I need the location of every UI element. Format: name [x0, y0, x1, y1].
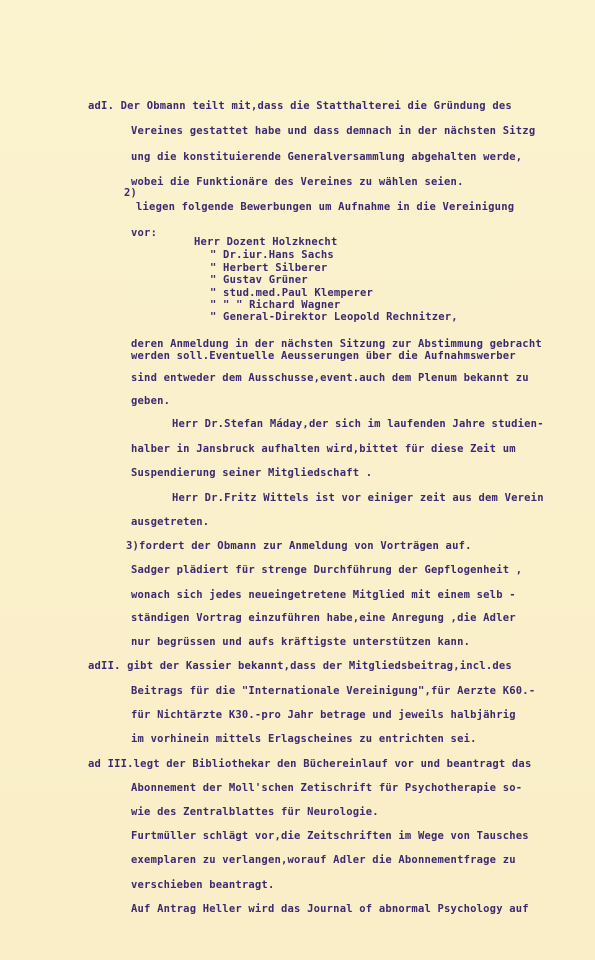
text-line: vor:	[131, 227, 158, 239]
text-line: verschieben beantragt.	[131, 879, 275, 891]
text-line: 3)fordert der Obmann zur Anmeldung von Vorträgen auf.	[126, 540, 472, 552]
text-line: " stud.med.Paul Klemperer	[210, 287, 374, 299]
text-line: ausgetreten.	[131, 516, 210, 528]
text-line: Auf Antrag Heller wird das Journal of abnormal Psychology auf	[131, 903, 529, 915]
text-line: liegen folgende Bewerbungen um Aufnahme in die Vereinigung	[136, 201, 515, 213]
text-line: wie des Zentralblattes für Neurologie.	[131, 806, 379, 818]
text-line: im vorhinein mittels Erlagscheines zu entrichten sei.	[131, 733, 477, 745]
text-line: halber in Jansbruck aufhalten wird,bittet für diese Zeit um	[131, 443, 516, 455]
text-line: deren Anmeldung in der nächsten Sitzung zur Abstimmung gebracht	[131, 338, 542, 350]
text-line: Suspendierung seiner Mitgliedschaft .	[131, 467, 373, 479]
text-line: Abonnement der Moll'schen Zetischrift für Psychotherapie so-	[131, 782, 523, 794]
text-line: adI. Der Obmann teilt mit,dass die Statthalterei die Gründung des	[88, 100, 512, 112]
text-line: " General-Direktor Leopold Rechnitzer,	[210, 311, 458, 323]
text-line: " " " Richard Wagner	[210, 299, 341, 311]
text-line: wobei die Funktionäre des Vereines zu wählen seien.	[131, 176, 464, 188]
text-line: Herr Dr.Stefan Máday,der sich im laufenden Jahre studien-	[172, 418, 544, 430]
text-line: sind entweder dem Ausschusse,event.auch dem Plenum bekannt zu	[131, 372, 529, 384]
text-line: ständigen Vortrag einzuführen habe,eine Anregung ,die Adler	[131, 612, 516, 624]
text-line: Herr Dr.Fritz Wittels ist vor einiger zeit aus dem Verein	[172, 492, 544, 504]
text-line: exemplaren zu verlangen,worauf Adler die Abonnementfrage zu	[131, 854, 516, 866]
text-line: " Herbert Silberer	[210, 262, 328, 274]
text-line: Sadger plädiert für strenge Durchführung der Gepflogenheit ,	[131, 564, 523, 576]
text-line: geben.	[131, 395, 171, 407]
text-line: wonach sich jedes neueingetretene Mitglied mit einem selb -	[131, 589, 516, 601]
text-line: " Gustav Grüner	[210, 274, 308, 286]
text-line: Beitrags für die "Internationale Vereinigung",für Aerzte K60.-	[131, 685, 536, 697]
text-line: adII. gibt der Kassier bekannt,dass der Mitgliedsbeitrag,incl.des	[88, 660, 512, 672]
text-line: Herr Dozent Holzknecht	[194, 236, 338, 248]
text-line: Vereines gestattet habe und dass demnach in der nächsten Sitzg	[131, 125, 536, 137]
text-line: Furtmüller schlägt vor,die Zeitschriften im Wege von Tausches	[131, 830, 529, 842]
text-line: nur begrüssen und aufs kräftigste unterstützen kann.	[131, 636, 471, 648]
text-line: 2)	[124, 187, 138, 199]
text-line: werden soll.Eventuelle Aeusserungen über die Aufnahmswerber	[131, 350, 516, 362]
text-line: ung die konstituierende Generalversammlung abgehalten werde,	[131, 151, 523, 163]
text-line: " Dr.iur.Hans Sachs	[210, 249, 334, 261]
text-line: für Nichtärzte K30.-pro Jahr betrage und jeweils halbjährig	[131, 709, 516, 721]
text-line: ad III.legt der Bibliothekar den Büchereinlauf vor und beantragt das	[88, 758, 532, 770]
